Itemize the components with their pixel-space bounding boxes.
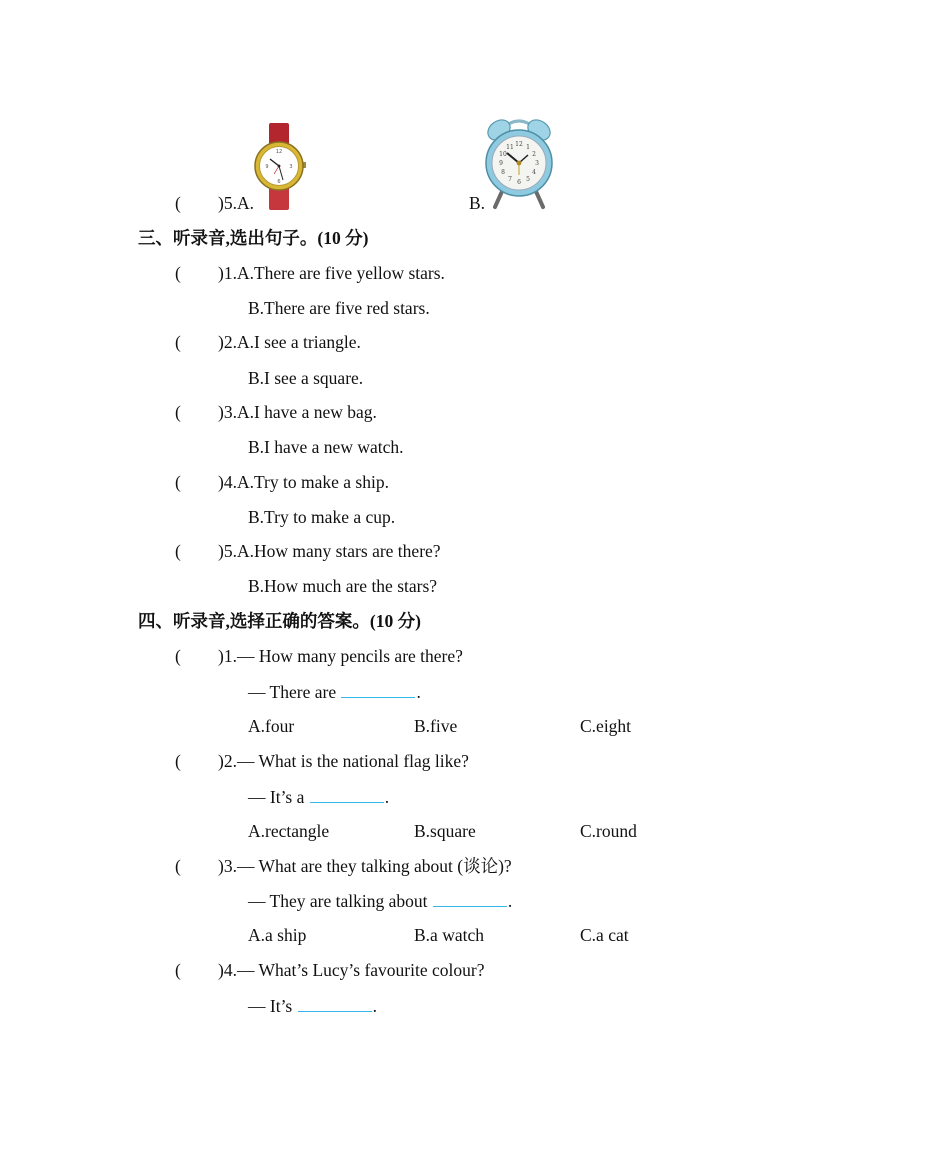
- svg-text:1: 1: [526, 144, 530, 151]
- svg-text:2: 2: [532, 151, 536, 158]
- svg-text:3: 3: [535, 160, 539, 167]
- fill-blank[interactable]: [298, 995, 372, 1012]
- answer-prefix: — There are: [248, 682, 337, 702]
- option-b: B.a watch: [414, 925, 484, 945]
- s3-q2-b: B.I see a square.: [248, 368, 364, 388]
- svg-text:6: 6: [517, 179, 521, 186]
- fill-blank[interactable]: [341, 681, 415, 698]
- svg-text:12: 12: [275, 149, 283, 155]
- question-text: )4.— What’s Lucy’s favourite colour?: [218, 960, 485, 980]
- answer-suffix: .: [372, 996, 377, 1016]
- answer-paren[interactable]: (: [175, 541, 181, 561]
- answer-suffix: .: [416, 682, 421, 702]
- option-a-text: )3.A.I have a new bag.: [218, 402, 377, 422]
- s3-q1-b: B.There are five red stars.: [248, 298, 430, 318]
- fill-blank[interactable]: [433, 890, 507, 907]
- svg-text:9: 9: [265, 164, 269, 170]
- s4-q2-answer: [248, 786, 389, 807]
- question-text: )3.— What are they talking about (谈论)?: [218, 856, 512, 876]
- s4-q3-answer: [248, 890, 512, 911]
- answer-paren[interactable]: (: [175, 960, 181, 980]
- option-b-label: B.: [469, 193, 486, 213]
- option-a-text: )4.A.Try to make a ship.: [218, 472, 389, 492]
- svg-text:6: 6: [277, 179, 281, 185]
- answer-paren[interactable]: (: [175, 751, 181, 771]
- option-c: C.round: [580, 821, 637, 841]
- section-4-heading: 四、听录音,选择正确的答案。(10 分): [138, 611, 421, 631]
- s3-q5-b: B.How much are the stars?: [248, 576, 438, 596]
- question-text: )2.— What is the national flag like?: [218, 751, 469, 771]
- option-c: C.a cat: [580, 925, 629, 945]
- s4-q4-answer: [248, 995, 377, 1016]
- answer-paren[interactable]: (: [175, 263, 181, 283]
- answer-paren[interactable]: (: [175, 402, 181, 422]
- option-a: A.four: [248, 716, 295, 736]
- svg-text:4: 4: [532, 169, 536, 176]
- svg-text:8: 8: [501, 169, 505, 176]
- svg-text:3: 3: [289, 164, 293, 170]
- s4-q1-answer: [248, 681, 421, 702]
- s3-q3-b: B.I have a new watch.: [248, 437, 404, 457]
- answer-paren[interactable]: (: [175, 193, 181, 213]
- answer-paren[interactable]: (: [175, 646, 181, 666]
- question-number: )5.A.: [218, 193, 254, 213]
- option-a: A.a ship: [248, 925, 307, 945]
- alarm-clock-icon: [482, 115, 556, 211]
- question-text: )1.— How many pencils are there?: [218, 646, 463, 666]
- section-3-heading: 三、听录音,选出句子。(10 分): [138, 228, 369, 248]
- fill-blank[interactable]: [310, 786, 384, 803]
- answer-suffix: .: [384, 787, 390, 807]
- s3-q4-b: B.Try to make a cup.: [248, 507, 396, 527]
- option-a: A.rectangle: [248, 821, 330, 841]
- option-b: B.five: [414, 716, 458, 736]
- svg-text:5: 5: [526, 176, 530, 183]
- svg-text:11: 11: [506, 144, 514, 151]
- answer-suffix: .: [507, 891, 513, 911]
- svg-text:12: 12: [515, 141, 523, 148]
- svg-text:9: 9: [499, 160, 503, 167]
- answer-paren[interactable]: (: [175, 332, 181, 352]
- option-a-text: )1.A.There are five yellow stars.: [218, 263, 445, 283]
- answer-paren[interactable]: (: [175, 472, 181, 492]
- svg-text:7: 7: [508, 176, 512, 183]
- wristwatch-icon: [250, 122, 308, 212]
- answer-paren[interactable]: (: [175, 856, 181, 876]
- option-c: C.eight: [580, 716, 632, 736]
- svg-text:10: 10: [499, 151, 507, 158]
- option-b: B.square: [414, 821, 476, 841]
- answer-prefix: — They are talking about: [248, 891, 428, 911]
- answer-prefix: — It’s: [248, 996, 293, 1016]
- option-a-text: )5.A.How many stars are there?: [218, 541, 441, 561]
- option-a-text: )2.A.I see a triangle.: [218, 332, 361, 352]
- answer-prefix: — It’s a: [248, 787, 305, 807]
